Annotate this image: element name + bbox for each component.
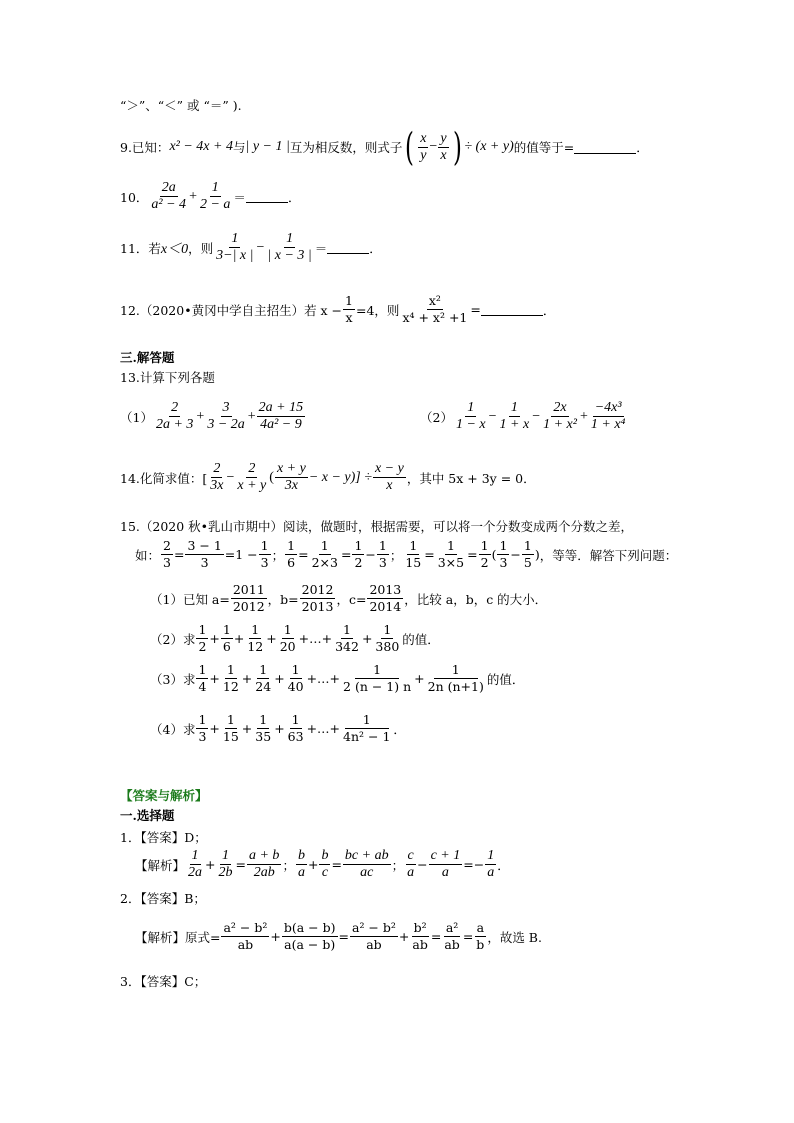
answer-1: 1．【答案】D； <box>120 830 207 845</box>
question-15-example: 如： 2 3 = $\frac{3 - 1}{3}$ =1 − $\frac{1}{3}$ ； 1 6 = 1 2×3 = 1 2 − 1 3 ； 1 15 = 1 3×5 = 1 2 ( 1 3 − 1 5 ) ，等等．解答下列问题： <box>135 538 678 570</box>
question-13: 13.计算下列各题 <box>120 370 215 385</box>
q8-tail: “＞”、“＜” 或 “＝” ). <box>120 98 242 113</box>
answer-blank <box>481 303 543 316</box>
question-15-part-1: （1）已知 a= $\frac{2011}{2012}$ ，b= $\frac{2012}{2013}$ ，c= $\frac{2013}{2014}$ ，比较 a，b，c 的大小． <box>150 582 548 614</box>
answer-section-1: 一.选择题 <box>120 808 175 823</box>
question-10: 10． 2a a² − 4 + $\frac{1}{2 - a}$ ＝ ． <box>120 180 301 212</box>
answer-section-title: 【答案与解析】 <box>120 788 208 803</box>
answer-blank <box>327 241 369 254</box>
question-9: 9.已知： x² − 4x + 4 与 | y − 1 | 互为相反数，则式子 ( x y − $\frac{y}{x}$ ) ÷ (x + y) 的值等于= ． <box>120 125 649 169</box>
question-13-part-1: （1） 2 2a + 3 + $\frac{3}{3 - 2a}$ + $\frac{2a + 15}{\text{4a² − 9}}$ <box>120 400 304 432</box>
answer-2: 2．【答案】B； <box>120 891 206 906</box>
section-3-title: 三.解答题 <box>120 350 175 365</box>
question-11: 11．若 x＜0 ，则 1 3−| x | − $\frac{1}{| x - 3 |}$ ＝ ． <box>120 231 382 263</box>
question-15: 15.（2020 秋•乳山市期中）阅读，做题时，根据需要，可以将一个分数变成两个分数之差， <box>120 519 634 534</box>
answer-3: 3．【答案】C； <box>120 974 207 989</box>
question-12: 12.（2020•黄冈中学自主招生）若 x − $\frac{1}{x}$ =4，则 $\frac{\text{x²}}{\text{x⁴ + x² +1}}$ = ． <box>120 293 556 325</box>
answer-blank <box>574 141 636 154</box>
answer-blank <box>246 190 288 203</box>
question-15-part-2: （2）求 1 2 + 1 6 + 1 12 + 1 20 +…+ 1 342 + 1 380 的值． <box>150 622 440 654</box>
question-15-part-4: （4）求 1 3 + 1 15 + 1 35 + 1 63 +…+ 1 4n² − 1 ． <box>150 712 406 744</box>
question-14: 14.化简求值：[ 2 3x − $\frac{2}{x + y}$ ( x + y 3x − x − y)] ÷ $\frac{x - y}{x}$ ，其中 5x + 3y = 0． <box>120 461 536 493</box>
question-13-part-2: （2） 1 1 − x − $\frac{1}{1 + x}$ − $\frac{2x}{\text{1 + x²}}$ + $\frac{\text{−4x³}}{\text{1 + x⁴}}$ <box>420 400 626 432</box>
answer-2-explanation: 【解析】原式= $\frac{\text{a² − b²}}{ab}$ + b(a − b) a(a − b) = a² − b² ab + b² ab = a² ab = a b ，故选 B. <box>135 920 542 952</box>
answer-1-explanation: 【解析】 1 2a + 1 2b = a + b 2ab ； b a + b c = bc + ab ac ； c a − c + 1 a =− 1 a ． <box>135 848 510 880</box>
question-15-part-3: （3）求 1 4 + 1 12 + 1 24 + 1 40 +…+ 1 2 (n − 1) n + 1 2n (n+1) 的值． <box>150 662 525 694</box>
